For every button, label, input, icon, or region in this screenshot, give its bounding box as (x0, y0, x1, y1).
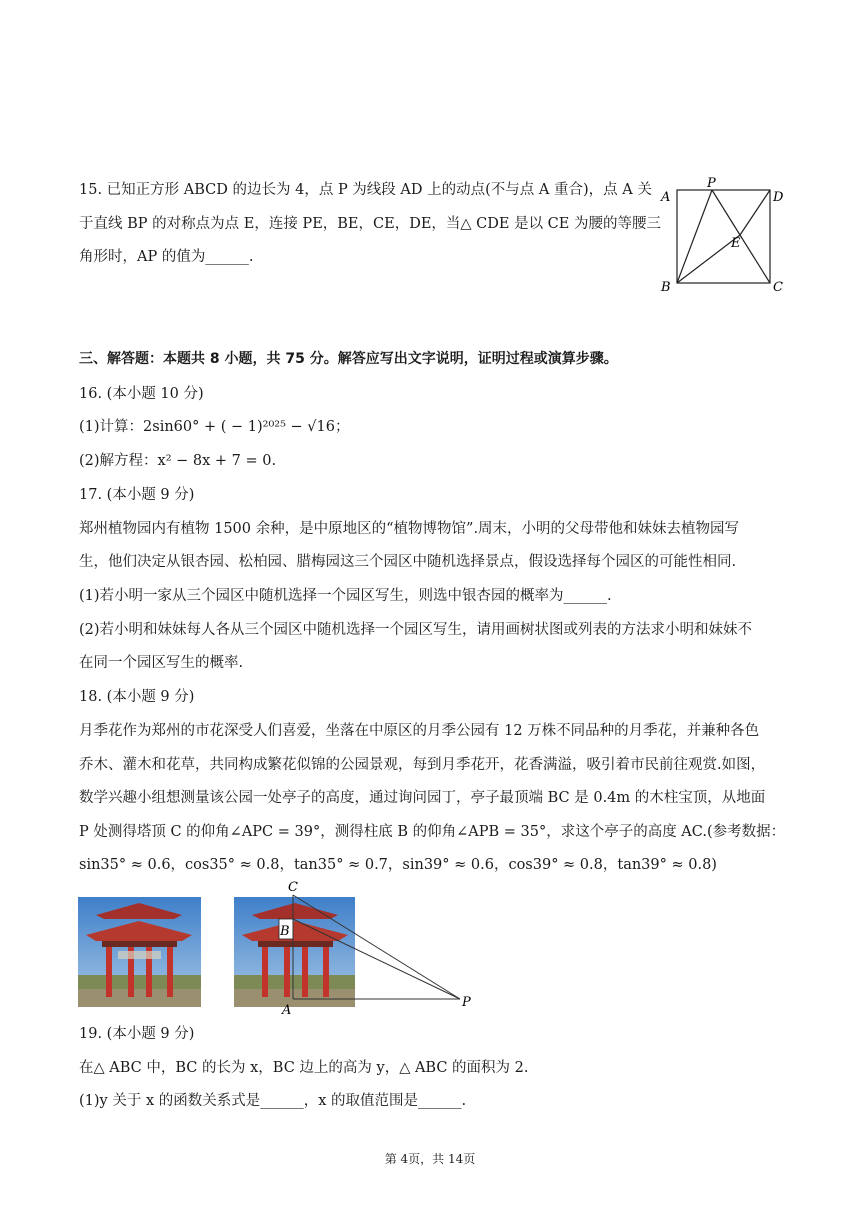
q18-title: 18. (本小题 9 分) (79, 689, 195, 705)
q19-part-1: (1)y 关于 x 的函数关系式是______，x 的取值范围是______. (79, 1093, 467, 1109)
label-A: A (661, 190, 671, 205)
label-C-top: C (288, 880, 298, 895)
label-B-mid: B (280, 924, 290, 939)
q17-part-2a: (2)若小明和妹妹每人各从三个园区中随机选择一个园区写生，请用画树状图或列表的方法求小明和妹妹不 (79, 622, 753, 638)
q19-title: 19. (本小题 9 分) (79, 1026, 195, 1042)
q18-line-5: sin35° ≈ 0.6，cos35° ≈ 0.8，tan35° ≈ 0.7，sin39° ≈ 0.6，cos39° ≈ 0.8，tan39° ≈ 0.8) (79, 857, 717, 873)
pavilion-diagram (230, 878, 485, 1018)
q16-part-2: (2)解方程：x² − 8x + 7 = 0. (79, 453, 277, 469)
q16-part-1: (1)计算：2sin60° + ( − 1)²⁰²⁵ − √16； (79, 419, 350, 435)
label-D: D (773, 190, 784, 205)
section-heading: 三、解答题：本题共 8 小题，共 75 分。解答应写出文字说明，证明过程或演算步骤。 (79, 351, 618, 367)
q18-line-4: P 处测得塔顶 C 的仰角∠APC = 39°，测得柱底 B 的仰角∠APB = 35°，求这个亭子的高度 AC.(参考数据： (79, 824, 786, 840)
page-footer: 第 4页，共 14页 (384, 1152, 476, 1166)
square-figure (655, 175, 790, 300)
q19-line-1: 在△ ABC 中，BC 的长为 x，BC 边上的高为 y，△ ABC 的面积为 2. (79, 1060, 529, 1076)
label-P: P (707, 176, 716, 191)
q17-line-2: 生，他们决定从银杏园、松柏园、腊梅园这三个园区中随机选择景点，假设选择每个园区的可能性相同. (79, 554, 737, 570)
label-E: E (731, 236, 741, 251)
label-A-bottom: A (282, 1003, 292, 1018)
label-P-right: P (462, 995, 471, 1010)
q16-title: 16. (本小题 10 分) (79, 386, 204, 402)
q18-line-1: 月季花作为郑州的市花深受人们喜爱，坐落在中原区的月季公园有 12 万株不同品种的月季花，并兼种各色 (79, 723, 760, 739)
pavilion-photo (78, 897, 201, 1007)
label-B: B (661, 280, 671, 295)
q17-part-2b: 在同一个园区写生的概率. (79, 655, 244, 671)
q17-title: 17. (本小题 9 分) (79, 487, 195, 503)
q15-line-2: 于直线 BP 的对称点为点 E，连接 PE，BE，CE，DE，当△ CDE 是以 CE 为腰的等腰三 (79, 216, 661, 232)
label-C: C (773, 280, 783, 295)
q15-line-1: 15. 已知正方形 ABCD 的边长为 4，点 P 为线段 AD 上的动点(不与点 A 重合)，点 A 关 (79, 182, 652, 198)
q17-line-1: 郑州植物园内有植物 1500 余种，是中原地区的“植物博物馆”.周末，小明的父母带他和妹妹去植物园写 (79, 521, 740, 537)
q18-line-2: 乔木、灌木和花草，共同构成繁花似锦的公园景观，每到月季花开，花香满溢，吸引着市民前往观赏.如图， (79, 757, 766, 773)
q17-part-1: (1)若小明一家从三个园区中随机选择一个园区写生，则选中银杏园的概率为______. (79, 588, 612, 604)
q18-line-3: 数学兴趣小组想测量该公园一处亭子的高度，通过询问园丁，亭子最顶端 BC 是 0.4m 的木柱宝顶，从地面 (79, 790, 766, 806)
q15-line-3: 角形时，AP 的值为______. (79, 249, 254, 265)
